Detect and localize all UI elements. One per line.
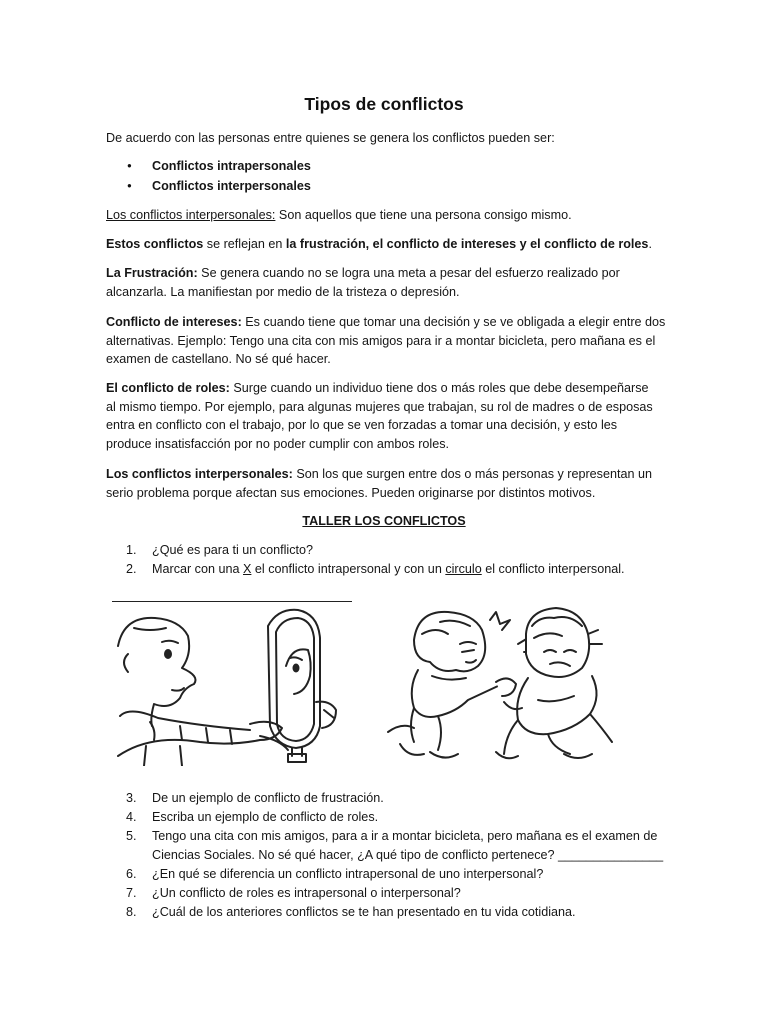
reflections-label: Estos conflictos	[106, 237, 204, 251]
bullet-icon	[127, 157, 135, 165]
question-7: ¿Un conflicto de roles es intrapersonal o interpersonal?	[152, 886, 461, 900]
question-number: 3.	[126, 791, 137, 805]
definition-label: Los conflictos interpersonales:	[106, 208, 276, 222]
taller-title: TALLER LOS CONFLICTOS	[302, 514, 466, 528]
question-4: Escriba un ejemplo de conflicto de roles.	[152, 810, 379, 824]
question-number: 1.	[126, 543, 137, 557]
question-number: 6.	[126, 867, 137, 881]
reflections-list: la frustración, el conflicto de intereses y el conflicto de roles	[285, 237, 649, 251]
question-number: 7.	[126, 886, 137, 900]
paragraph-interests	[106, 313, 666, 369]
roles-text: Surge cuando un individuo tiene dos o más roles que debe desempeñarse al mismo tiempo. Por ejemplo, para algunas mujeres que trabajan, su rol de madres o de esposas entra en conflicto con el trabajo, por lo que se ven forzadas a tomar una decisión, y esto les produce insatisfacción por no poder cumplir con ambos roles.	[106, 381, 653, 451]
question-6: ¿En qué se diferencia un conflicto intrapersonal de uno interpersonal?	[152, 867, 544, 881]
question-number: 5.	[126, 829, 137, 843]
frustration-text: Se genera cuando no se logra una meta a pesar del esfuerzo realizado por alcanzarla. La manifiestan por medio de la tristeza o depresión.	[106, 266, 620, 299]
paragraph-definition	[106, 206, 666, 225]
answer-line	[112, 601, 352, 602]
question-8: ¿Cuál de los anteriores conflictos se te han presentado en tu vida cotidiana.	[152, 905, 576, 919]
question-5: Tengo una cita con mis amigos, para a ir a montar bicicleta, pero mañana es el examen de Ciencias Sociales. No sé qué hacer, ¿A qué tipo de conflicto pertenece? _______________	[152, 829, 664, 862]
interests-label: Conflicto de intereses:	[106, 315, 242, 329]
definition-text: Son aquellos que tiene una persona consigo mismo.	[275, 208, 572, 222]
reflections-text: se reflejan en	[203, 237, 286, 251]
reflections-period: .	[648, 237, 652, 251]
mirror-illustration	[110, 606, 356, 766]
roles-label: El conflicto de roles:	[106, 381, 230, 395]
paragraph-reflections	[106, 235, 666, 254]
question-number: 8.	[126, 905, 137, 919]
paragraph-frustration	[106, 264, 656, 301]
interpersonal-text: Son los que surgen entre dos o más personas y representan un serio problema porque afectan sus emociones. Pueden originarse por distintos motivos.	[106, 467, 653, 500]
bullet-item-intrapersonal: Conflictos intrapersonales	[152, 159, 311, 173]
intro-paragraph: De acuerdo con las personas entre quienes se genera los conflictos pueden ser:	[106, 131, 555, 145]
interpersonal-label: Los conflictos interpersonales:	[106, 467, 293, 481]
bullet-item-interpersonal: Conflictos interpersonales	[152, 179, 311, 193]
q2-text-b: el conflicto intrapersonal y con un	[251, 562, 446, 576]
question-1: ¿Qué es para ti un conflicto?	[152, 543, 314, 557]
q2-circle-word: circulo	[445, 562, 482, 576]
q2-text-d: el conflicto interpersonal.	[481, 562, 625, 576]
q2-text-a: Marcar con una	[152, 562, 243, 576]
question-number: 2.	[126, 562, 137, 576]
interests-text: Es cuando tiene que tomar una decisión y se ve obligada a elegir entre dos alternativas. Ejemplo: Tengo una cita con mis amigos para ir a montar bicicleta, pero mañana es el examen de castellano. No sé qué hacer.	[106, 315, 666, 367]
paragraph-roles	[106, 379, 661, 453]
bullet-icon	[127, 177, 135, 185]
frustration-label: La Frustración:	[106, 266, 198, 280]
paragraph-interpersonal	[106, 465, 666, 502]
page-title: Tipos de conflictos	[304, 94, 464, 114]
question-number: 4.	[126, 810, 137, 824]
question-3: De un ejemplo de conflicto de frustración.	[152, 791, 384, 805]
fight-illustration	[378, 604, 622, 764]
q2-x-mark: X	[243, 562, 252, 576]
question-2	[152, 560, 672, 579]
